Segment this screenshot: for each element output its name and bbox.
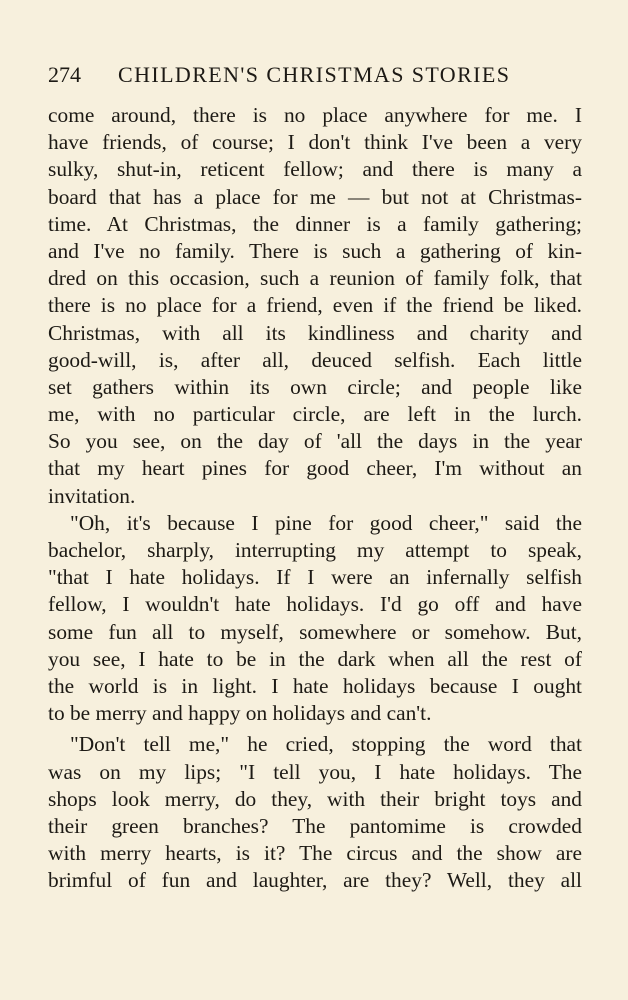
text-line: that my heart pines for good cheer, I'm without an [48,456,582,481]
text-line: have friends, of course; I don't think I've been a very [48,130,582,155]
text-line: their green branches? The pantomime is crowded [48,813,582,838]
text-line: to be merry and happy on holidays and can't. [48,701,432,726]
text-line: So you see, on the day of 'all the days in the year [48,429,582,454]
text-line: invitation. [48,483,136,508]
text-line: brimful of fun and laughter, are they? Well, they all [48,868,582,893]
text-line: Christmas, with all its kindliness and charity and [48,320,582,345]
text-line: time. At Christmas, the dinner is a family gathering; [48,211,582,236]
text-line: shops look merry, do they, with their bright toys and [48,786,582,811]
text-line: and I've no family. There is such a gathering of kin- [48,238,582,263]
text-line: the world is in light. I hate holidays because I ought [48,673,582,698]
running-head: CHILDREN'S CHRISTMAS STORIES [118,62,511,87]
text-line: board that has a place for me — but not at Christmas- [48,184,582,209]
text-line: there is no place for a friend, even if the friend be liked. [48,293,582,318]
text-line: dred on this occasion, such a reunion of family folk, that [48,266,582,291]
text-line: set gathers within its own circle; and people like [48,374,582,399]
text-line: you see, I hate to be in the dark when all the rest of [48,646,582,671]
text-line: fellow, I wouldn't hate holidays. I'd go off and have [48,592,582,617]
page-number: 274 [48,62,81,87]
text-line: good-will, is, after all, deuced selfish. Each little [48,347,582,372]
text-line: come around, there is no place anywhere for me. I [48,103,582,127]
text-line: "that I hate holidays. If I were an infernally selfish [48,565,582,590]
page-header [48,62,582,98]
body-text [48,102,582,894]
text-line: sulky, shut-in, reticent fellow; and there is many a [48,157,582,182]
text-line: some fun all to myself, somewhere or somehow. But, [48,619,582,644]
book-page [48,62,582,894]
text-line: bachelor, sharply, interrupting my attempt to speak, [48,538,582,562]
text-line: me, with no particular circle, are left in the lurch. [48,402,582,427]
text-line: with merry hearts, is it? The circus and the show are [48,841,582,866]
text-line: "Oh, it's because I pine for good cheer," said the [70,510,582,535]
text-line: "Don't tell me," he cried, stopping the word that [70,732,582,757]
text-line: was on my lips; "I tell you, I hate holidays. The [48,759,582,784]
